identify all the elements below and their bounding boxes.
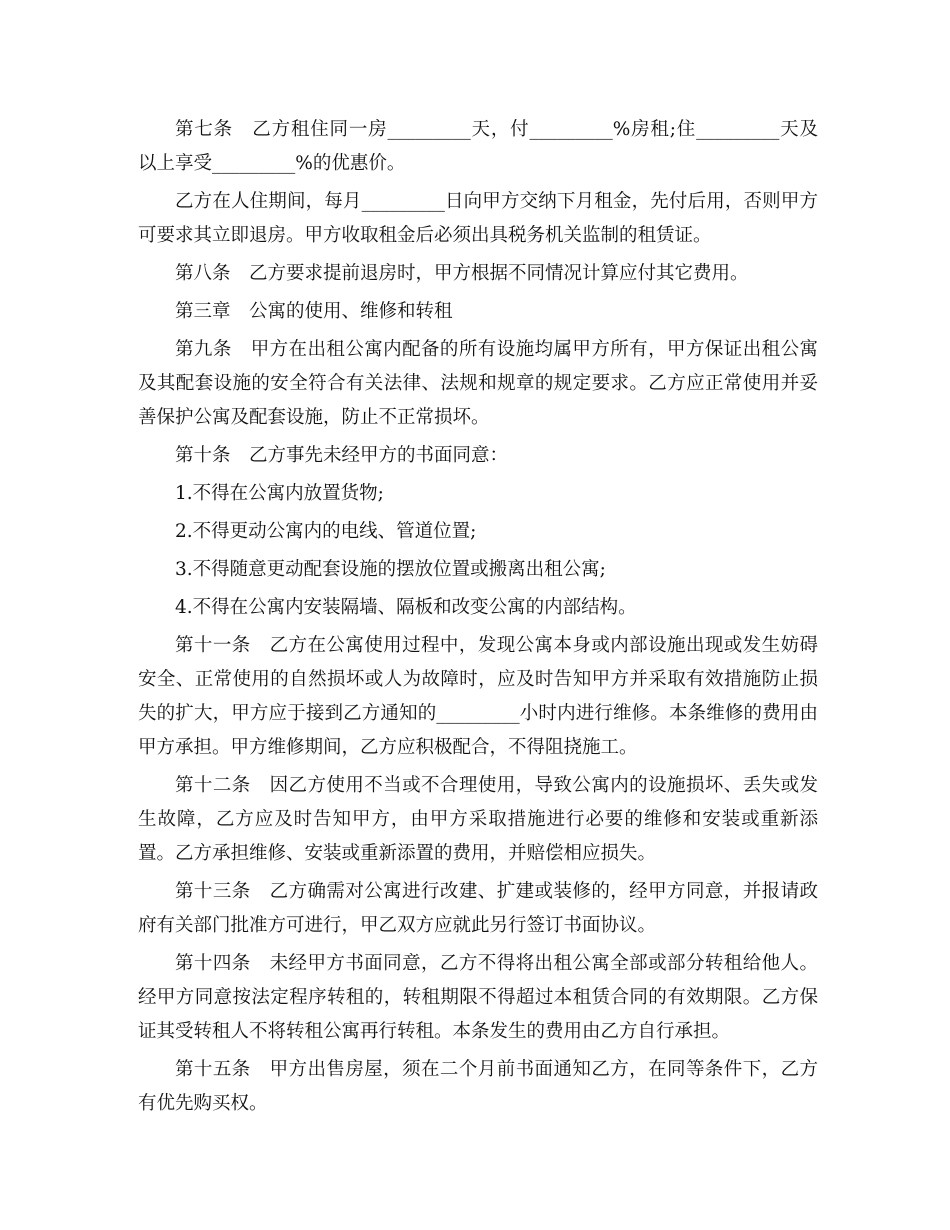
chapter-3-heading: 第三章 公寓的使用、维修和转租 <box>175 301 453 322</box>
clause-11-paragraph: 第十一条 乙方在公寓使用过程中，发现公寓本身或内部设施出现或发生妨碍安全、正常使用的自然损坏或人为故障时，应及时告知甲方并采取有效措施防止损失的扩大，甲方应于接到乙方通知的_________小时内进行维修。本条维修的费用由甲方承担。甲方维修期间，乙方应积极配合，不得阻挠施工。 <box>138 635 818 758</box>
clause-10-item-4: 4.不得在公寓内安装隔墙、隔板和改变公寓的内部结构。 <box>175 597 637 618</box>
clause-15-paragraph: 第十五条 甲方出售房屋，须在二个月前书面通知乙方，在同等条件下，乙方有优先购买权。 <box>138 1059 818 1114</box>
clause-9-paragraph: 第九条 甲方在出租公寓内配备的所有设施均属甲方所有，甲方保证出租公寓及其配套设施的安全符合有关法律、法规和规章的规定要求。乙方应正常使用并妥善保护公寓及配套设施，防止不正常损坏。 <box>138 339 818 428</box>
rent-payment-paragraph: 乙方在人住期间，每月_________日向甲方交纳下月租金，先付后用，否则甲方可要求其立即退房。甲方收取租金后必须出具税务机关监制的租赁证。 <box>138 191 818 246</box>
clause-10-item-1: 1.不得在公寓内放置货物; <box>175 483 384 504</box>
clause-10-item-2: 2.不得更动公寓内的电线、管道位置; <box>175 521 477 542</box>
clause-14-paragraph: 第十四条 未经甲方书面同意，乙方不得将出租公寓全部或部分转租给他人。经甲方同意按法定程序转租的，转租期限不得超过本租赁合同的有效期限。乙方保证其受转租人不将转租公寓再行转租。本条发生的费用由乙方自行承担。 <box>138 953 818 1042</box>
clause-8-paragraph: 第八条 乙方要求提前退房时，甲方根据不同情况计算应付其它费用。 <box>175 263 749 284</box>
document-body <box>138 113 818 1125</box>
clause-10-item-3: 3.不得随意更动配套设施的摆放位置或搬离出租公寓; <box>175 559 606 580</box>
clause-13-paragraph: 第十三条 乙方确需对公寓进行改建、扩建或装修的，经甲方同意，并报请政府有关部门批准方可进行，甲乙双方应就此另行签订书面协议。 <box>138 881 818 936</box>
clause-10-paragraph: 第十条 乙方事先未经甲方的书面同意： <box>175 445 509 466</box>
clause-7-paragraph: 第七条 乙方租住同一房_________天，付_________%房租;住_________天及以上享受_________%的优惠价。 <box>138 119 818 174</box>
clause-12-paragraph: 第十二条 因乙方使用不当或不合理使用，导致公寓内的设施损坏、丢失或发生故障，乙方应及时告知甲方，由甲方采取措施进行必要的维修和安装或重新添置。乙方承担维修、安装或重新添置的费用，并赔偿相应损失。 <box>138 775 818 864</box>
